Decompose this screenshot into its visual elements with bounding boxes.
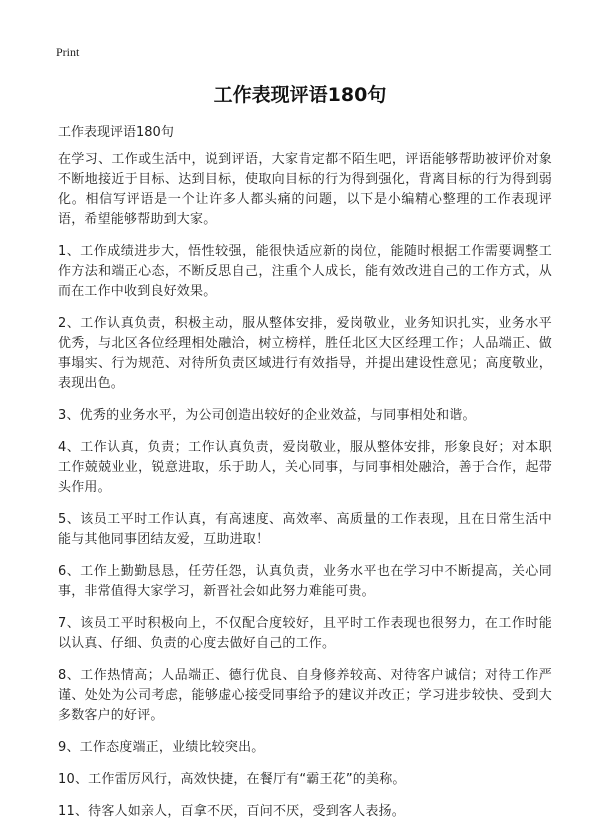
- document-body: [58, 150, 552, 834]
- document-subtitle: 工作表现评语180句: [58, 125, 174, 140]
- print-link[interactable]: Print: [56, 45, 80, 59]
- comment-item-10: 10、工作雷厉风行，高效快捷，在餐厅有“霸王花”的美称。: [58, 772, 406, 787]
- comment-item-3: 3、优秀的业务水平，为公司创造出较好的企业效益，与同事相处和谐。: [58, 408, 476, 423]
- document-title: 工作表现评语180句: [213, 84, 387, 106]
- comment-item-7: 7、该员工平时积极向上，不仅配合度较好，且平时工作表现也很努力，在工作时能以认真、仔细、负责的心度去做好自己的工作。: [58, 616, 552, 651]
- comment-item-6: 6、工作上勤勤恳恳，任劳任怨，认真负责，业务水平也在学习中不断提高，关心同事，非常值得大家学习，新晋社会如此努力难能可贵。: [58, 564, 552, 599]
- comment-item-4: 4、工作认真，负责；工作认真负责，爱岗敬业，服从整体安排，形象良好；对本职工作兢兢业业，锐意进取，乐于助人，关心同事，与同事相处融洽，善于合作，起带头作用。: [58, 440, 552, 495]
- intro-paragraph: 在学习、工作或生活中，说到评语，大家肯定都不陌生吧，评语能够帮助被评价对象不断地接近于目标、达到目标，使取向目标的行为得到强化，背离目标的行为得到弱化。相信写评语是一个让许多人都头痛的问题，以下是小编精心整理的工作表现评语，希望能够帮助到大家。: [58, 152, 552, 227]
- comment-item-9: 9、工作态度端正，业绩比较突出。: [58, 740, 265, 755]
- comment-item-8: 8、工作热情高；人品端正、德行优良、自身修养较高、对待客户诚信；对待工作严谨、处处为公司考虑，能够虚心接受同事给予的建议并改正；学习进步较快、受到大多数客户的好评。: [58, 668, 552, 723]
- comment-item-1: 1、工作成绩进步大，悟性较强，能很快适应新的岗位，能随时根据工作需要调整工作方法和端正心态，不断反思自己，注重个人成长，能有效改进自己的工作方式，从而在工作中收到良好效果。: [58, 244, 552, 299]
- comment-item-11: 11、待客人如亲人，百拿不厌，百问不厌，受到客人表扬。: [58, 804, 405, 819]
- comment-item-2: 2、工作认真负责，积极主动，服从整体安排，爱岗敬业，业务知识扎实，业务水平优秀，与北区各位经理相处融洽，树立榜样，胜任北区大区经理工作；人品端正、做事塌实、行为规范、对待所负责区域进行有效指导，并提出建设性意见；高度敬业，表现出色。: [58, 316, 552, 391]
- comment-item-5: 5、该员工平时工作认真，有高速度、高效率、高质量的工作表现，且在日常生活中能与其他同事团结友爱，互助进取！: [58, 512, 552, 547]
